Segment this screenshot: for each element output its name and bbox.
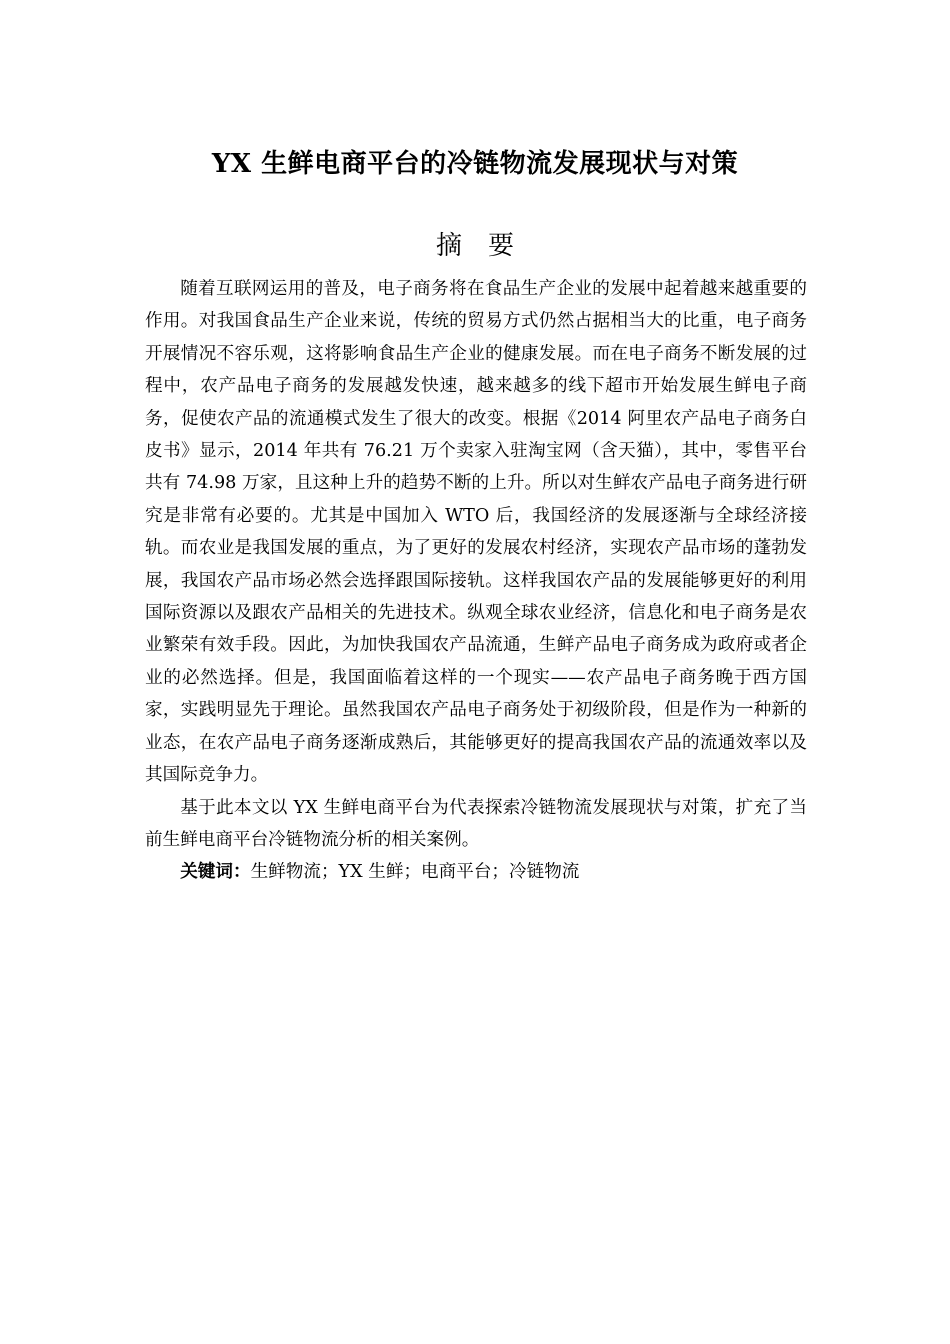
keywords-line [145, 856, 807, 888]
keywords-label: 关键词： [180, 862, 251, 883]
abstract-body [145, 273, 807, 889]
keywords-list: 生鲜物流；YX 生鲜；电商平台；冷链物流 [250, 862, 580, 883]
abstract-heading [0, 226, 950, 266]
paper-title: YX 生鲜电商平台的冷链物流发展现状与对策 [211, 149, 739, 179]
abstract-heading-char-2: 要 [488, 231, 515, 261]
abstract-heading-char-1: 摘 [435, 231, 462, 261]
abstract-paragraph-1: 随着互联网运用的普及，电子商务将在食品生产企业的发展中起着越来越重要的作用。对我国食品生产企业来说，传统的贸易方式仍然占据相当大的比重，电子商务开展情况不容乐观，这将影响食品生产企业的健康发展。而在电子商务不断发展的过程中，农产品电子商务的发展越发快速，越来越多的线下超市开始发展生鲜电子商务，促使农产品的流通模式发生了很大的改变。根据《2014 阿里农产品电子商务白皮书》显示，2014 年共有 76.21 万个卖家入驻淘宝网（含天猫），其中，零售平台共有 74.98 万家，且这种上升的趋势不断的上升。所以对生鲜农产品电子商务进行研究是非常有必要的。尤其是中国加入 WTO 后，我国经济的发展逐渐与全球经济接轨。而农业是我国发展的重点，为了更好的发展农村经济，实现农产品市场的蓬勃发展，我国农产品市场必然会选择跟国际接轨。这样我国农产品的发展能够更好的利用国际资源以及跟农产品相关的先进技术。纵观全球农业经济，信息化和电子商务是农业繁荣有效手段。因此，为加快我国农产品流通，生鲜产品电子商务成为政府或者企业的必然选择。但是，我国面临着这样的一个现实——农产品电子商务晚于西方国家，实践明显先于理论。虽然我国农产品电子商务处于初级阶段，但是作为一种新的业态，在农产品电子商务逐渐成熟后，其能够更好的提高我国农产品的流通效率以及其国际竞争力。 [145, 279, 807, 786]
abstract-paragraph-2: 基于此本文以 YX 生鲜电商平台为代表探索冷链物流发展现状与对策，扩充了当前生鲜电商平台冷链物流分析的相关案例。 [145, 797, 807, 850]
